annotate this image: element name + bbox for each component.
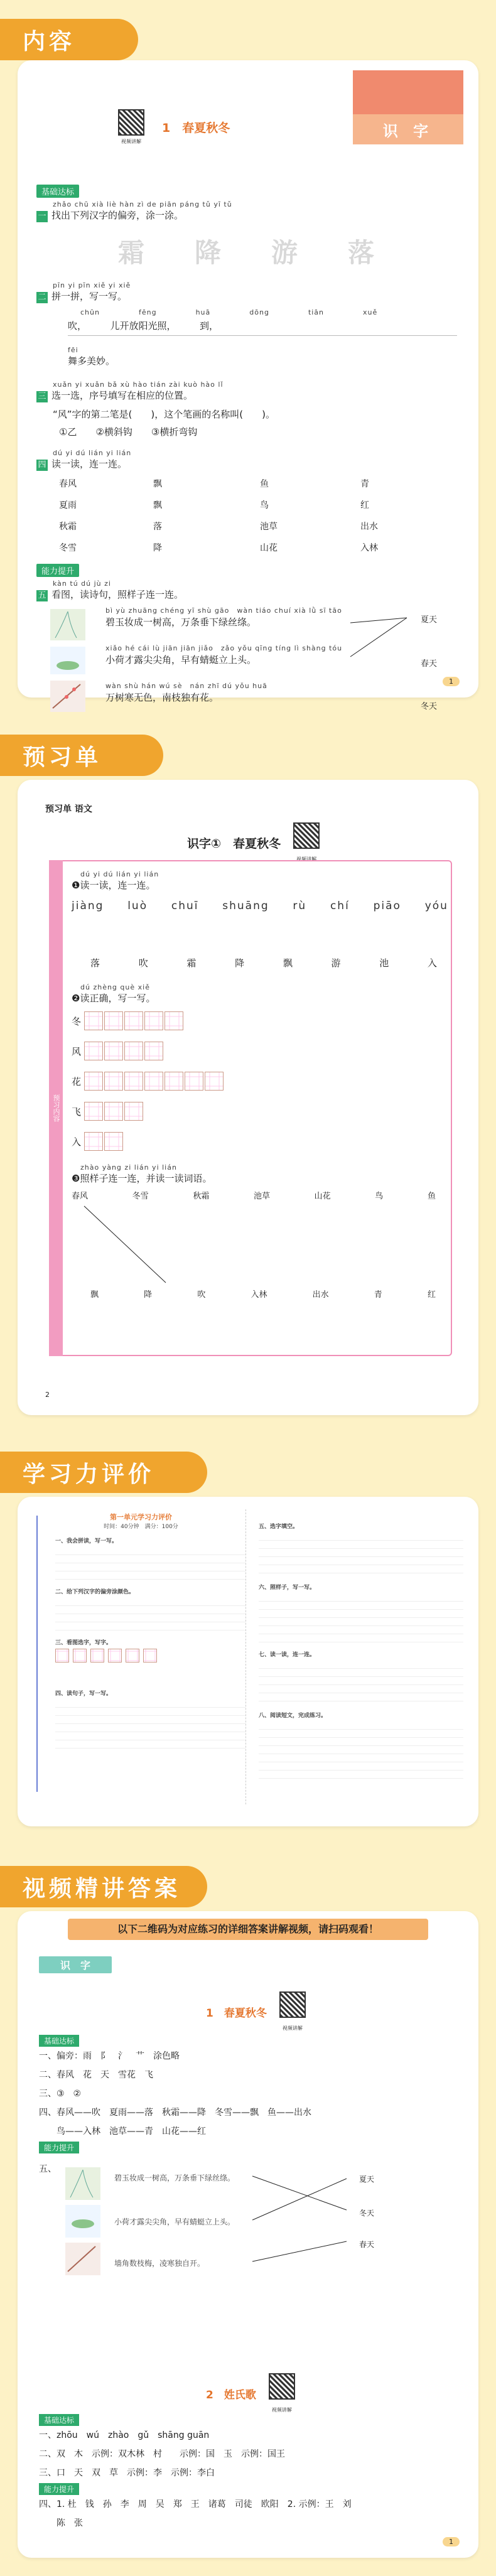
eval-cell[interactable] — [108, 1649, 122, 1663]
write-char: 花 — [72, 1075, 82, 1087]
page-card-1 — [18, 60, 478, 711]
p2-hz[interactable]: 降 — [235, 957, 246, 969]
eval-left-page — [36, 1509, 246, 1804]
write-char: 冬 — [72, 1015, 82, 1027]
side-label: 预习内容 — [49, 860, 63, 1356]
write-char: 飞 — [72, 1106, 82, 1118]
write-cell[interactable] — [205, 1072, 224, 1091]
q4-cell[interactable]: 秋霜 — [59, 522, 77, 532]
eval-q4-lines[interactable] — [55, 1700, 245, 1756]
q2-pinyin-row — [80, 308, 463, 316]
q4-table — [59, 477, 463, 554]
q5-right-3[interactable]: 冬天 — [421, 702, 438, 711]
p2-top-word[interactable]: 秋霜 — [193, 1192, 210, 1201]
page2-header: 预习单 语文 — [45, 804, 92, 814]
binding-line — [36, 1516, 45, 1792]
eval-q7: 七、读一读，连一连。 — [259, 1652, 316, 1658]
p2-bot-word[interactable]: 飘 — [90, 1290, 99, 1300]
q4-cell[interactable]: 冬雪 — [59, 543, 77, 553]
qr-label: 视频讲解 — [121, 139, 141, 144]
q4-cell[interactable]: 春风 — [59, 479, 77, 489]
ans-lesson2-heading — [206, 2373, 295, 2414]
q4-cell[interactable]: 出水 — [360, 522, 378, 532]
p2-top-word[interactable]: 冬雪 — [132, 1192, 149, 1201]
exercise-area — [36, 185, 463, 718]
p2-connect-lines — [72, 1204, 448, 1285]
qr-label: 视频讲解 — [282, 2025, 303, 2031]
q5-right-1[interactable]: 夏天 — [421, 615, 438, 625]
qr-code-icon[interactable] — [279, 1991, 306, 2018]
header-box-top — [353, 70, 463, 114]
eval-title: 第一单元学习力评价 — [110, 1513, 172, 1521]
write-row — [72, 1042, 448, 1060]
q1-chars — [118, 232, 463, 270]
p2-q3-text: 照样子连一连，并读一读词语。 — [80, 1173, 212, 1184]
q5-right-2[interactable]: 春天 — [421, 659, 438, 669]
qr-code-icon[interactable] — [293, 822, 320, 849]
write-cell[interactable] — [84, 1132, 103, 1151]
ans-lesson1 — [39, 2034, 460, 2285]
ans-tag-basic: 基础达标 — [39, 2035, 79, 2047]
p2-top-words — [72, 1189, 436, 1201]
q4-cell[interactable]: 青 — [360, 479, 369, 489]
p2-bot-word[interactable]: 降 — [144, 1290, 153, 1300]
preview-content — [72, 870, 448, 1300]
q2-number-icon: 二 — [36, 292, 48, 303]
q5-area — [36, 605, 463, 718]
write-cell[interactable] — [124, 1072, 143, 1091]
write-cell[interactable] — [164, 1072, 183, 1091]
q5-pinyin: kàn tú dú jù zi — [53, 579, 111, 588]
q5-number-icon: 五 — [36, 590, 48, 601]
eval-q4: 四、读句子，写一写。 — [55, 1691, 112, 1697]
eval-cell[interactable] — [73, 1649, 87, 1663]
section-tab-yuxidan — [0, 735, 163, 776]
tag-basic: 基础达标 — [36, 185, 79, 198]
p2-py[interactable]: rù — [293, 900, 307, 912]
p2-hz[interactable]: 入 — [427, 957, 438, 969]
q2-line2: 舞多美妙。 — [68, 355, 116, 367]
p2-top-word[interactable]: 山花 — [314, 1192, 331, 1201]
p2-py[interactable]: jiàng — [72, 900, 104, 912]
section-title: 学习力评价 — [23, 1461, 155, 1487]
eval-q8: 八、阅读短文，完成练习。 — [259, 1713, 327, 1719]
section-title: 视频精讲答案 — [23, 1875, 181, 1902]
ans-lesson1-heading — [206, 1991, 306, 2032]
eval-q5-lines[interactable] — [259, 1533, 463, 1576]
p2-bot-words — [90, 1288, 436, 1300]
q2-number-icon: ❷ — [72, 993, 80, 1004]
q1-char[interactable]: 霜 — [118, 237, 145, 268]
p2-hz[interactable]: 吹 — [138, 957, 149, 969]
ans-q5-s3: 墙角数枝梅，凌寒独自开。 — [114, 2259, 205, 2268]
lesson-title: 1 春夏秋冬 — [162, 121, 230, 135]
q2-text: 拼一拼，写一写。 — [51, 291, 127, 302]
section-tab-neirong — [0, 19, 138, 60]
page2-title: 识字① 春夏秋冬 — [187, 837, 281, 851]
ans-line: 一、zhōu wú zhào gǔ shāng guān — [39, 2430, 210, 2440]
ans-lesson2 — [39, 2413, 460, 2533]
page-number: 1 — [443, 677, 460, 686]
p2-hz[interactable]: 落 — [90, 957, 102, 969]
q4-cell[interactable]: 降 — [153, 543, 162, 553]
p2-write-rows — [72, 1011, 448, 1151]
q4-grid — [59, 477, 463, 554]
q3-number-icon: 三 — [36, 391, 48, 402]
ans-line: 二、春风 花 天 雪花 飞 — [39, 2070, 153, 2080]
ans-tag-ability: 能力提升 — [39, 2142, 79, 2153]
p2-bot-word[interactable]: 出水 — [312, 1290, 329, 1300]
page-card-4 — [18, 1911, 478, 2558]
q4-cell[interactable]: 池草 — [260, 522, 278, 532]
q1-char[interactable]: 游 — [271, 237, 298, 268]
q2-py: huā — [195, 308, 211, 316]
header-label: 识 字 — [353, 114, 463, 144]
ans-line: 鸟——入林 池草——青 山花——红 — [39, 2126, 206, 2137]
eval-q3: 三、看图选字，写字。 — [55, 1640, 112, 1646]
write-cell[interactable] — [124, 1042, 143, 1060]
q5-s1[interactable]: 碧玉妆成一树高，万条垂下绿丝绦。 — [105, 617, 257, 628]
eval-cell[interactable] — [143, 1649, 157, 1663]
p2-top-word[interactable]: 鸟 — [375, 1192, 384, 1201]
eval-q1: 一、我会拼读，写一写。 — [55, 1538, 118, 1544]
q2-py: tiān — [308, 308, 325, 316]
q5-s2[interactable]: 小荷才露尖尖角，早有蜻蜓立上头。 — [105, 654, 257, 666]
eval-time: 时间：40分钟 满分：100分 — [104, 1524, 178, 1530]
ans-line: 四、1. 杜 钱 孙 李 周 吴 郑 王 诸葛 司徒 欧阳 2. 示例：王 刘 — [39, 2499, 352, 2509]
p2-py[interactable]: shuāng — [222, 900, 269, 912]
qr-code-icon[interactable] — [118, 109, 144, 136]
q4-cell[interactable]: 红 — [360, 500, 369, 510]
page4-number: 1 — [443, 2537, 460, 2546]
write-cell[interactable] — [144, 1042, 163, 1060]
write-row — [72, 1132, 448, 1151]
page2-number: 2 — [45, 1391, 50, 1399]
write-cell[interactable] — [104, 1011, 123, 1030]
ans-q5-right: 夏天 — [359, 2175, 375, 2184]
section-title: 预习单 — [23, 744, 102, 770]
q2-py: xuě — [363, 308, 378, 316]
q5-s3[interactable]: 万树寒无色，南枝独有花。 — [105, 692, 219, 703]
write-cell[interactable] — [124, 1011, 143, 1030]
q5-s1-py: bì yù zhuāng chéng yī shù gāo wàn tiáo chuí xià lǜ sī tāo — [105, 606, 342, 615]
write-cell[interactable] — [84, 1011, 103, 1030]
q4-text: 读一读，连一连。 — [51, 458, 127, 470]
ans-line: 三、口 天 双 草 示例：李 示例：李白 — [39, 2468, 215, 2478]
q1-number-icon: ❶ — [72, 880, 80, 891]
q2-line1[interactable]: 吹， 儿开放阳光照， 到， — [68, 319, 457, 336]
page-card-2 — [18, 780, 478, 1415]
q1-pinyin: zhǎo chū xià liè hàn zì de piān páng tǔ yī tǔ — [53, 200, 232, 208]
eval-q2-lines[interactable] — [55, 1598, 245, 1633]
write-cell[interactable] — [144, 1011, 163, 1030]
write-cell[interactable] — [104, 1042, 123, 1060]
p2-py[interactable]: chí — [330, 900, 350, 912]
eval-q2: 二、给下列汉字的偏旁涂颜色。 — [55, 1589, 135, 1595]
header-box — [353, 70, 463, 144]
p2-py-row — [72, 900, 448, 912]
write-cell[interactable] — [144, 1072, 163, 1091]
p2-top-word[interactable]: 池草 — [253, 1192, 270, 1201]
eval-cell[interactable] — [126, 1649, 139, 1663]
ans-q5-s2: 小荷才露尖尖角，早有蜻蜓立上头。 — [114, 2218, 235, 2226]
ans-q5-s1: 碧玉妆成一树高，万条垂下绿丝绦。 — [114, 2174, 235, 2182]
eval-q8-lines[interactable] — [259, 1722, 463, 1784]
p2-py[interactable]: chuī — [171, 900, 199, 912]
p2-q2-py: dú zhèng què xiě — [80, 983, 150, 991]
ans-lesson1-title: 1 春夏秋冬 — [206, 2007, 267, 2020]
p2-q1 — [72, 878, 448, 892]
p2-hz[interactable]: 池 — [379, 957, 391, 969]
p2-q2-text: 读正确，写一写。 — [80, 993, 156, 1004]
eval-q6-lines[interactable] — [259, 1593, 463, 1644]
write-char: 入 — [72, 1136, 82, 1148]
p2-bot-word[interactable]: 入林 — [251, 1290, 267, 1300]
ans-line: 陈 张 — [39, 2518, 83, 2528]
answer-section: 识 字 — [39, 1956, 112, 1973]
write-char: 风 — [72, 1045, 82, 1057]
q4-pinyin: dú yi dú lián yi lián — [53, 449, 132, 457]
section-tab-shipin — [0, 1866, 207, 1907]
ans-line: 一、偏旁：雨 阝 氵 艹 涂色略 — [39, 2051, 180, 2061]
q3-number-icon: ❸ — [72, 1173, 80, 1184]
write-row — [72, 1102, 448, 1121]
section-tab-xuexili — [0, 1452, 207, 1493]
q1-number-icon: 一 — [36, 211, 48, 222]
p2-py[interactable]: piāo — [373, 900, 401, 912]
q2-py: dōng — [249, 308, 269, 316]
q3-options: ①乙 ②横斜钩 ③横折弯钩 — [59, 426, 198, 438]
poem-illustrations — [49, 608, 87, 714]
ans-tag-ability: 能力提升 — [39, 2483, 79, 2495]
lotus-image — [50, 647, 85, 674]
write-cell[interactable] — [104, 1072, 123, 1091]
q2-line2-py: fēi — [68, 346, 78, 354]
ans-q5-label: 五、 — [39, 2164, 57, 2174]
qr-label: 视频讲解 — [271, 2407, 292, 2413]
p2-top-word[interactable]: 春风 — [72, 1192, 89, 1201]
q1-char[interactable]: 降 — [195, 237, 222, 268]
write-cell[interactable] — [164, 1011, 183, 1030]
ans-q5-right: 冬天 — [359, 2209, 375, 2218]
write-cell[interactable] — [84, 1072, 103, 1091]
q5-text: 看图，读诗句，照样子连一连。 — [51, 589, 184, 600]
section-title: 内容 — [23, 28, 76, 55]
ans-line: 三、③ ② — [39, 2089, 82, 2099]
q3-text: 选一选，序号填写在相应的位置。 — [51, 390, 193, 401]
q4-cell[interactable]: 落 — [153, 522, 162, 532]
q5-connect-lines — [350, 609, 413, 709]
eval-q1-lines[interactable] — [55, 1547, 245, 1582]
p2-q1-py: dú yi dú lián yi lián — [80, 870, 159, 878]
tag-ability: 能力提升 — [36, 564, 79, 577]
q2-pinyin: pīn yi pīn xiě yi xiě — [53, 281, 131, 289]
p2-q1-text: 读一读，连一连。 — [80, 880, 156, 891]
lesson-heading — [118, 109, 230, 145]
q4-cell[interactable]: 入林 — [360, 543, 378, 553]
p2-q3-py: zhào yàng zi lián yi lián — [80, 1163, 177, 1172]
write-cell[interactable] — [104, 1132, 123, 1151]
plum-image — [65, 2243, 100, 2275]
q4-cell[interactable]: 鱼 — [260, 479, 269, 489]
ans-poem-images — [64, 2166, 102, 2279]
ans-q5-lines — [252, 2172, 353, 2266]
p2-hz[interactable]: 霜 — [186, 957, 198, 969]
ans-lesson2-title: 2 姓氏歌 — [206, 2389, 256, 2401]
eval-q3-grid — [55, 1649, 245, 1684]
q5-s3-py: wàn shù hán wú sè nán zhī dú yǒu huā — [105, 682, 267, 690]
ans-q5-right: 春天 — [359, 2240, 375, 2249]
q4-cell[interactable]: 飘 — [153, 500, 162, 510]
preview-box — [49, 860, 452, 1356]
p2-top-word[interactable]: 鱼 — [427, 1192, 436, 1201]
q2-py: chūn — [80, 308, 100, 316]
qr-label: 视频讲解 — [296, 856, 317, 862]
p2-py[interactable]: luò — [127, 900, 148, 912]
answer-banner: 以下二维码为对应练习的详细答案讲解视频，请扫码观看！ — [68, 1919, 428, 1940]
q5-s2-py: xiǎo hé cái lù jiān jiān jiǎo zǎo yǒu qīng tíng lì shàng tóu — [105, 644, 343, 652]
eval-q6: 六、照样子，写一写。 — [259, 1585, 316, 1591]
q4-cell[interactable]: 飘 — [153, 479, 162, 489]
q2-py: fēng — [138, 308, 157, 316]
willow-image — [65, 2167, 100, 2200]
q3-line[interactable]: “风”字的第二笔是( )，这个笔画的名称叫( )。 — [53, 409, 275, 420]
qr-code-icon[interactable] — [269, 2373, 295, 2400]
write-cell[interactable] — [84, 1102, 103, 1121]
write-row — [72, 1011, 448, 1030]
ans-tag-basic: 基础达标 — [39, 2414, 79, 2426]
p2-hanzi-row — [90, 956, 438, 969]
write-row — [72, 1072, 448, 1091]
q3-pinyin: xuǎn yi xuǎn bǎ xù hào tián zài kuò hào lǐ — [53, 380, 224, 389]
q5-sentences — [105, 605, 342, 704]
write-cell[interactable] — [84, 1042, 103, 1060]
eval-cell[interactable] — [55, 1649, 69, 1663]
eval-q5: 五、选字填空。 — [259, 1524, 299, 1530]
q4-number-icon: 四 — [36, 460, 48, 471]
p2-hz[interactable]: 游 — [331, 957, 342, 969]
write-cell[interactable] — [185, 1072, 203, 1091]
willow-image — [50, 609, 85, 640]
page-card-3 — [18, 1497, 478, 1826]
eval-right-page — [259, 1509, 463, 1804]
q4-cell[interactable]: 山花 — [260, 543, 278, 553]
page2-title-row — [187, 822, 320, 863]
write-cell[interactable] — [104, 1102, 123, 1121]
p2-bot-word[interactable]: 吹 — [197, 1290, 206, 1300]
ans-q5 — [39, 2153, 460, 2285]
ans-line: 二、双 木 示例：双木林 村 示例：国 玉 示例：国王 — [39, 2449, 285, 2459]
eval-q7-lines[interactable] — [259, 1661, 463, 1705]
q1-text: 找出下列汉字的偏旁，涂一涂。 — [51, 210, 184, 221]
eval-left-content — [55, 1536, 245, 1756]
q4-cell[interactable]: 夏雨 — [59, 500, 77, 510]
qr-block — [118, 109, 144, 145]
write-cell[interactable] — [124, 1102, 143, 1121]
p2-bot-word[interactable]: 红 — [427, 1290, 436, 1300]
eval-cell[interactable] — [90, 1649, 104, 1663]
q1-char[interactable]: 落 — [348, 237, 375, 268]
p2-py[interactable]: yóu — [424, 900, 448, 912]
p2-bot-word[interactable]: 青 — [374, 1290, 382, 1300]
ans-line: 四、春风——吹 夏雨——落 秋霜——降 冬雪——飘 鱼——出水 — [39, 2108, 311, 2118]
p2-hz[interactable]: 飘 — [283, 957, 294, 969]
q4-cell[interactable]: 鸟 — [260, 500, 269, 510]
